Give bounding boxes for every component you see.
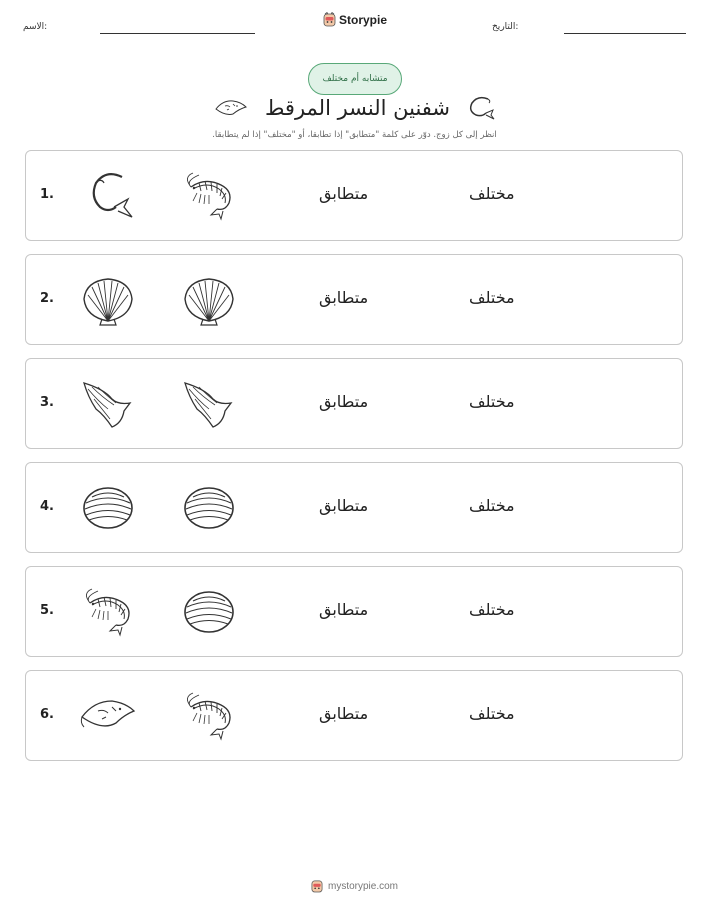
different-option[interactable]: مختلف <box>469 704 515 723</box>
clam-shell-icon <box>78 479 138 537</box>
ray-fin-icon <box>179 375 239 433</box>
storypie-logo <box>323 12 387 27</box>
title-row <box>0 90 709 126</box>
storypie-mascot-icon <box>323 12 336 27</box>
date-label: التاريخ: <box>492 22 519 32</box>
ray-tail-icon <box>466 93 496 123</box>
footer <box>0 879 709 893</box>
exercise-row <box>25 358 683 449</box>
same-option[interactable]: متطابق <box>319 600 369 619</box>
ray-fin-icon <box>78 375 138 433</box>
date-line <box>564 33 686 34</box>
logo-text: Storypie <box>339 12 388 27</box>
shrimp-icon <box>78 583 138 641</box>
storypie-mascot-icon <box>311 879 323 893</box>
different-option[interactable]: مختلف <box>469 288 515 307</box>
row-number: 4. <box>40 499 54 514</box>
stingray-icon <box>78 687 138 745</box>
same-option[interactable]: متطابق <box>319 496 369 515</box>
instructions: انظر إلى كل زوج. دوّر على كلمة "متطابق" إذا تطابقا، أو "مختلف" إذا لم يتطابقا. <box>212 130 497 140</box>
row-number: 6. <box>40 707 54 722</box>
page-title: شفنين النسر المرقط <box>264 96 451 120</box>
shrimp-icon <box>179 167 239 225</box>
category-badge: متشابه أم مختلف <box>308 63 402 95</box>
row-number: 1. <box>40 187 54 202</box>
clam-shell-icon <box>179 583 239 641</box>
exercise-row <box>25 150 683 241</box>
exercise-row <box>25 254 683 345</box>
stingray-icon <box>213 95 249 121</box>
footer-url: mystorypie.com <box>327 880 398 892</box>
different-option[interactable]: مختلف <box>469 392 515 411</box>
name-line <box>100 33 255 34</box>
scallop-shell-icon <box>179 271 239 329</box>
exercise-row <box>25 462 683 553</box>
different-option[interactable]: مختلف <box>469 496 515 515</box>
same-option[interactable]: متطابق <box>319 184 369 203</box>
same-option[interactable]: متطابق <box>319 392 369 411</box>
exercise-row <box>25 566 683 657</box>
name-label: الاسم: <box>23 22 48 32</box>
row-number: 2. <box>40 291 54 306</box>
shrimp-icon <box>179 687 239 745</box>
exercise-row <box>25 670 683 761</box>
same-option[interactable]: متطابق <box>319 704 369 723</box>
row-number: 3. <box>40 395 54 410</box>
same-option[interactable]: متطابق <box>319 288 369 307</box>
different-option[interactable]: مختلف <box>469 184 515 203</box>
row-number: 5. <box>40 603 54 618</box>
different-option[interactable]: مختلف <box>469 600 515 619</box>
scallop-shell-icon <box>78 271 138 329</box>
clam-shell-icon <box>179 479 239 537</box>
ray-tail-icon <box>78 167 138 225</box>
